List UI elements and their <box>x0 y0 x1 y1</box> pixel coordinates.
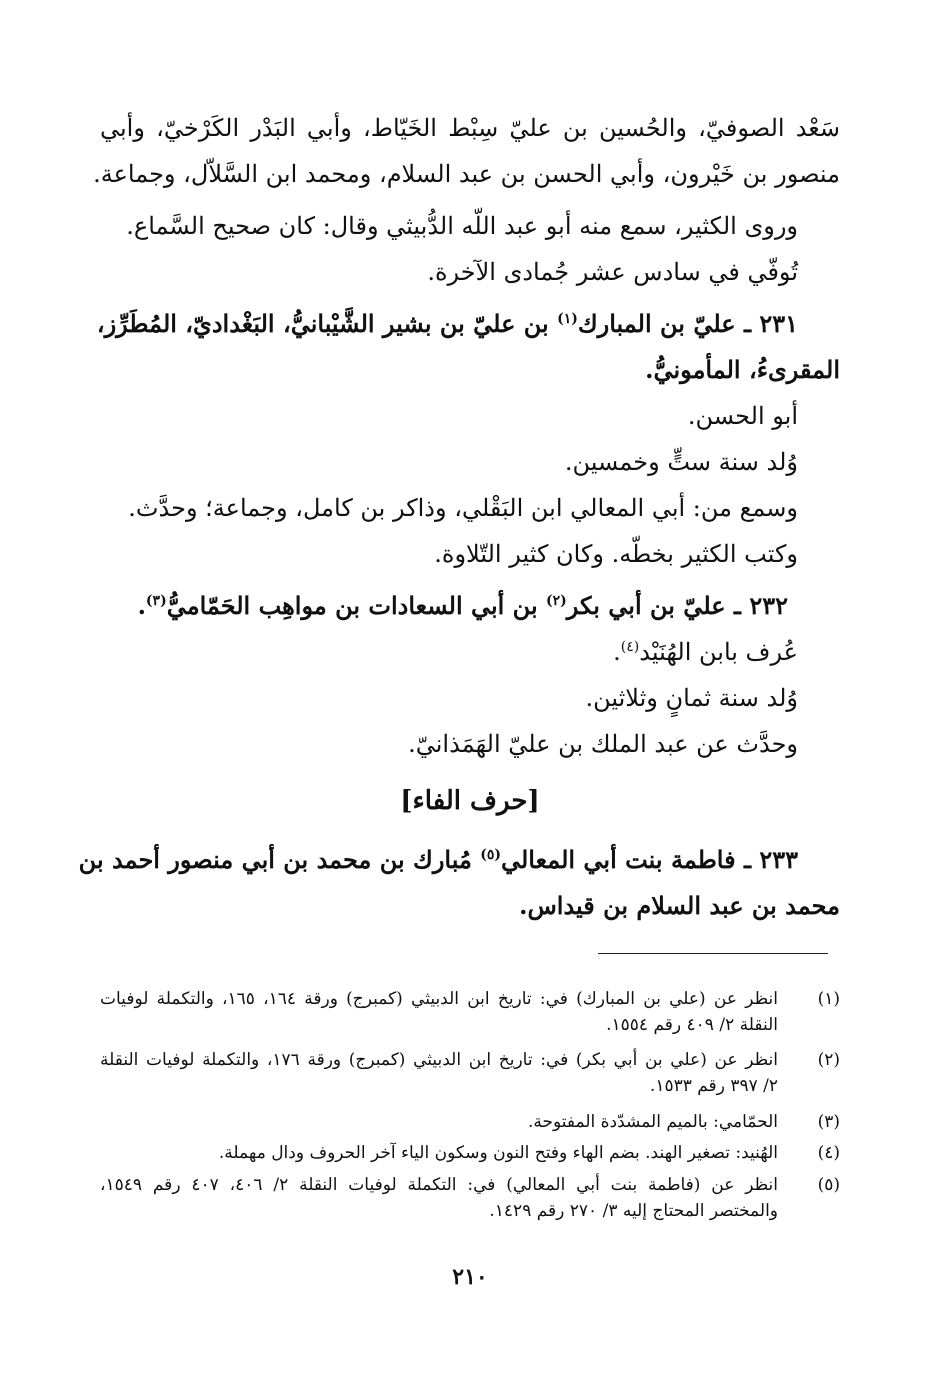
text-line: عُرف بابن الهُنَيْد$^{(٤)}$. <box>613 638 798 666</box>
footnote <box>100 1140 840 1166</box>
footnote-number: (١) <box>817 989 840 1009</box>
text-line: تُوفّي في سادس عشر جُمادى الآخرة. <box>427 258 798 286</box>
footnote-ref: (٣) <box>145 593 167 609</box>
text-line: منصور بن خَيْرون، وأبي الحسن بن عبد السلام، ومحمد ابن السَّلاّل، وجماعة. <box>93 160 840 188</box>
entry-232-heading: ٢٣٢ ـ عليّ بن أبي بكر$^{(٢)}$ بن أبي السعادات بن مواهِب الحَمّاميُّ$^{(٣)}$. <box>137 591 788 620</box>
footnote-text: الحمّامي: بالميم المشدّدة المفتوحة. <box>527 1112 778 1132</box>
footnote-ref: (٤) <box>620 639 640 655</box>
footnote-text: انظر عن (فاطمة بنت أبي المعالي) في: التكملة لوفيات النقلة ٢/ ٤٠٦، ٤٠٧ رقم ١٥٤٩، <box>100 1175 778 1195</box>
text-line: وروى الكثير، سمع منه أبو عبد اللّه الدُّبيثي وقال: كان صحيح السَّماع. <box>126 212 798 240</box>
text-line: وُلد سنة ثمانٍ وثلاثين. <box>585 684 798 712</box>
footnote-number: (٥) <box>817 1175 840 1195</box>
footnote-number: (٢) <box>817 1050 840 1070</box>
text-line: أبو الحسن. <box>687 402 798 430</box>
footnote-separator <box>598 953 828 954</box>
footnote-number: (٤) <box>817 1143 840 1163</box>
footnote-text: النقلة ٢/ ٤٠٩ رقم ١٥٥٤. <box>606 1015 778 1035</box>
text-line: سَعْد الصوفيّ، والحُسين بن عليّ سِبْط الخَيّاط، وأبي البَدْر الكَرْخيّ، وأبي <box>100 114 840 142</box>
text-line: محمد بن عبد السلام بن قيداس. <box>519 891 840 920</box>
footnote-text: الهُنيد: تصغير الهند. بضم الهاء وفتح النون وسكون الياء آخر الحروف ودال مهملة. <box>218 1143 778 1163</box>
footnote-text: ٢/ ٣٩٧ رقم ١٥٣٣. <box>649 1076 778 1096</box>
text-line: المقرىءُ، المأمونيُّ. <box>645 355 840 384</box>
footnote-text: انظر عن (علي بن المبارك) في: تاريخ ابن الدبيثي (كمبرج) ورقة ١٦٤، ١٦٥، والتكملة لوفيات <box>100 989 778 1009</box>
footnote-ref: (١) <box>557 311 578 327</box>
footnote-text: انظر عن (علي بن أبي بكر) في: تاريخ ابن الدبيثي (كمبرج) ورقة ١٧٦، والتكملة لوفيات النقلة <box>100 1050 778 1070</box>
text-line: وسمع من: أبي المعالي ابن البَقْلي، وذاكر بن كامل، وجماعة؛ وحدَّث. <box>128 494 798 522</box>
footnote-ref: (٥) <box>480 847 501 863</box>
section-heading: [حرف الفاء] <box>400 786 540 816</box>
footnote-text: والمختصر المحتاج إليه ٣/ ٢٧٠ رقم ١٤٢٩. <box>489 1201 778 1221</box>
entry-231-heading: ٢٣١ ـ عليّ بن المبارك$^{(١)}$ بن عليّ بن بشير الشَّيْبانيُّ، البَغْداديّ، المُطَرِّز، <box>96 309 798 338</box>
main-text <box>78 105 840 929</box>
footnote-number: (٣) <box>817 1112 840 1132</box>
footnote <box>100 1172 840 1224</box>
footnote <box>100 1047 840 1099</box>
text-line: وُلد سنة ستٍّ وخمسين. <box>564 448 798 476</box>
footnote <box>100 986 840 1038</box>
page-number: ٢١٠ <box>452 1264 488 1290</box>
entry-233-heading: ٢٣٣ ـ فاطمة بنت أبي المعالي$^{(٥)}$ مُبارك بن محمد بن أبي منصور أحمد بن <box>78 845 798 874</box>
text-line: وحدَّث عن عبد الملك بن عليّ الهَمَذانيّ. <box>408 730 798 758</box>
footnote-ref: (٢) <box>545 593 567 609</box>
footnote <box>100 1109 840 1135</box>
text-line: وكتب الكثير بخطّه. وكان كثير التّلاوة. <box>434 540 798 568</box>
